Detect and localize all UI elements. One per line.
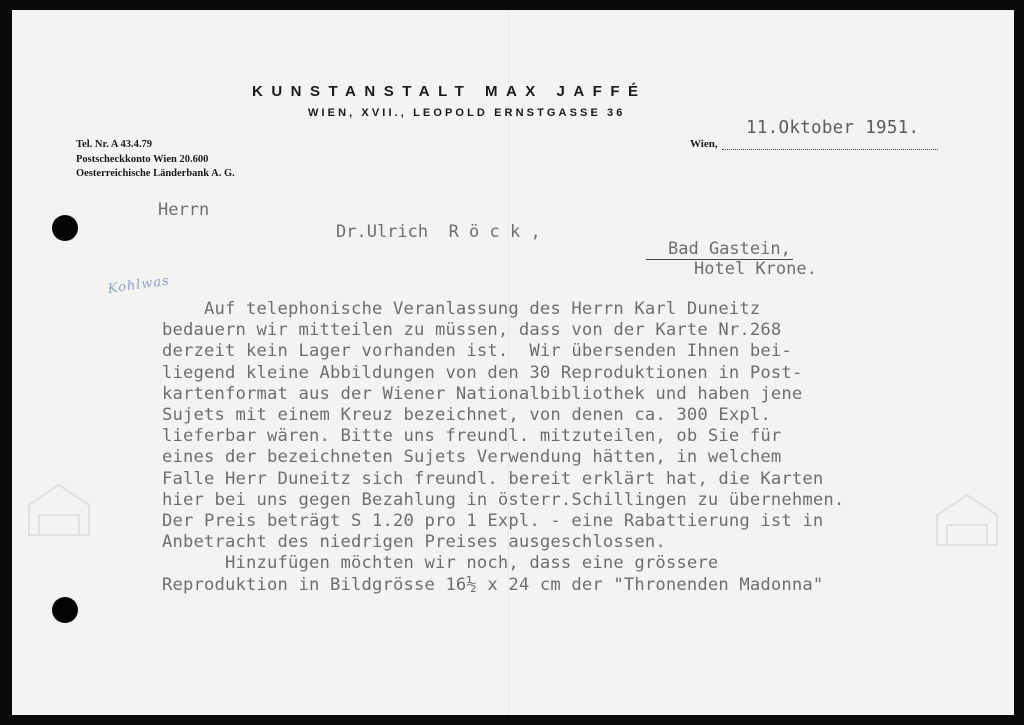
salutation: Herrn [158,200,210,220]
bank-name: Oesterreichische Länderbank A. G. [76,168,235,179]
show-through-emblem-left [24,480,94,540]
handwritten-margin-note: Kohlwas [106,273,171,297]
body-line: kartenformat aus der Wiener Nationalbibliothek und haben jene [162,383,803,404]
body-line: eines der bezeichneten Sujets Verwendung hätten, in welchem [162,447,782,468]
company-name: KUNSTANSTALT MAX JAFFÉ [252,83,647,100]
body-line: Falle Herr Duneitz sich freundl. bereit erklärt hat, die Karten [162,468,824,489]
body-line: bedauern wir mitteilen zu müssen, dass von der Karte Nr.268 [162,320,782,341]
punch-hole-top [52,215,78,241]
body-line: lieferbar wären. Bitte uns freundl. mitzuteilen, ob Sie für [162,426,782,447]
letter-date: 11.Oktober 1951. [746,118,920,138]
body-line: liegend kleine Abbildungen von den 30 Reproduktionen in Post- [162,362,803,383]
body-line: Sujets mit einem Kreuz bezeichnet, von denen ca. 300 Expl. [162,405,771,426]
company-contact-block [76,138,235,182]
recipient-name: Dr.Ulrich R ö c k , [336,222,541,242]
recipient-city: Bad Gastein, [646,239,793,260]
place-label: Wien, [690,138,718,150]
body-line: Reproduktion in Bildgrösse 16½ x 24 cm der "Thronenden Madonna" [162,574,824,595]
letter-page [12,10,1014,715]
body-line: derzeit kein Lager vorhanden ist. Wir übersenden Ihnen bei- [162,341,792,362]
date-dotted-line [722,149,938,150]
letter-body [162,299,844,596]
body-line: Anbetracht des niedrigen Preises ausgeschlossen. [162,532,666,553]
punch-hole-bottom [52,597,78,623]
company-address: WIEN, XVII., LEOPOLD ERNSTGASSE 36 [308,107,626,119]
body-line: Hinzufügen möchten wir noch, dass eine grössere [162,553,719,574]
body-line: Auf telephonische Veranlassung des Herrn Karl Duneitz [162,299,761,319]
body-line: hier bei uns gegen Bezahlung in österr.Schillingen zu übernehmen. [162,489,845,510]
postscheck-account: Postscheckkonto Wien 20.600 [76,153,209,165]
show-through-emblem-right [932,490,1002,550]
telephone-number: Tel. Nr. A 43.4.79 [76,139,152,150]
recipient-hotel: Hotel Krone. [694,259,817,279]
body-line: Der Preis beträgt S 1.20 pro 1 Expl. - eine Rabattierung ist in [162,511,824,532]
